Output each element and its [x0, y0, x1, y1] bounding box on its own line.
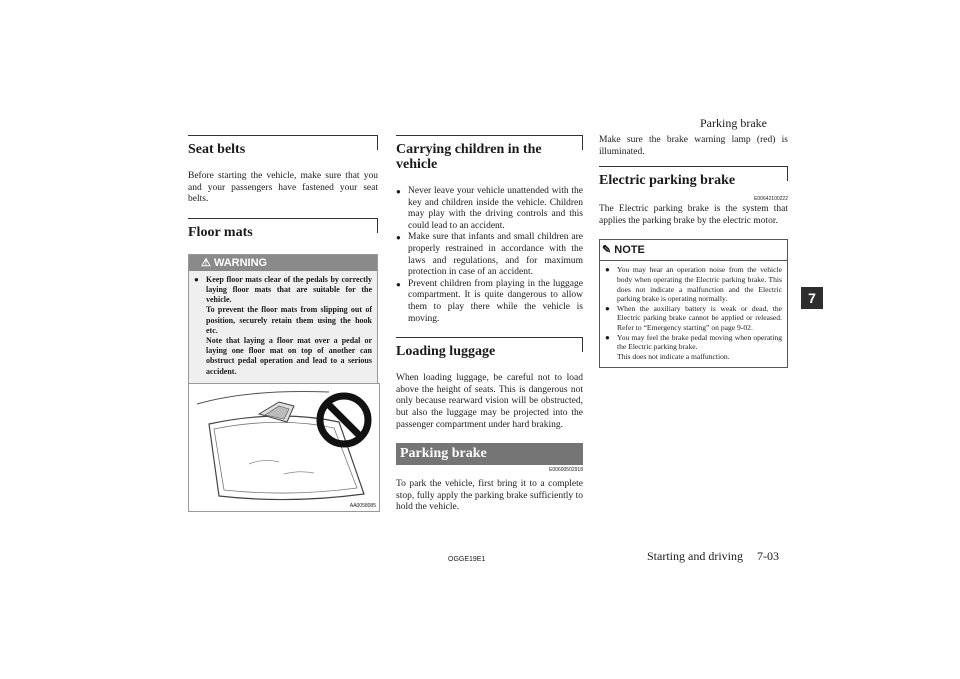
warning-body: [189, 271, 377, 383]
footer-code: OGGE19E1: [448, 556, 486, 563]
note-body: [600, 261, 787, 367]
floor-mats-heading: Floor mats: [188, 218, 378, 246]
column-1: [188, 135, 378, 384]
column-2: [396, 135, 583, 526]
bullet-icon: ●: [396, 233, 401, 243]
parking-brake-code: E00600502918: [549, 467, 583, 474]
column-3: [599, 135, 788, 368]
parking-brake-section-heading: Parking brake: [396, 443, 583, 465]
note-last-line: This does not indicate a malfunction.: [617, 351, 730, 361]
note-label: NOTE: [614, 244, 645, 257]
luggage-heading: Loading luggage: [396, 337, 583, 365]
bullet-icon: ●: [605, 332, 610, 342]
note-box: [599, 239, 788, 368]
bullet-icon: ●: [194, 274, 199, 284]
bullet-icon: ●: [605, 265, 610, 275]
note-header: [600, 240, 787, 261]
floor-mat-drawing: [189, 384, 379, 511]
warning-text-3: Note that laying a floor mat over a pedal or laying one floor mat on top of another can obstruct pedal operation and lead to a serious accident.: [206, 336, 372, 376]
warning-bullet: [194, 275, 372, 377]
floor-mat-illustration: [188, 383, 380, 512]
list-item: ● You may hear an operation noise from the vehicle body when operating the Electric parking brake. This does not indicate a malfunction and the Electric parking brake is operating normally.: [605, 265, 782, 304]
list-item: ● Prevent children from playing in the luggage compartment. It is quite dangerous to allow them to play there while the vehicle is moving.: [396, 278, 583, 324]
bullet-icon: ●: [605, 303, 610, 313]
brake-lamp-text: Make sure the brake warning lamp (red) is illuminated.: [599, 135, 788, 157]
warning-text-2: To prevent the floor mats from slipping out of position, securely retain them using the hook etc.: [206, 305, 372, 335]
children-heading: Carrying children in the vehicle: [396, 135, 583, 178]
figure-code: AA0058085: [349, 503, 376, 509]
epb-heading: Electric parking brake: [599, 166, 788, 194]
footer-section: Starting and driving: [647, 549, 743, 563]
bullet-icon: ●: [396, 187, 401, 196]
warning-label: WARNING: [213, 256, 268, 269]
note-pencil-icon: ✎: [602, 244, 612, 257]
warning-box: [188, 254, 378, 384]
epb-code: E00642100222: [754, 196, 788, 203]
seat-belts-text: Before starting the vehicle, make sure that you and your passengers have fastened your seat belts.: [188, 171, 378, 205]
children-bullet-list: [396, 186, 583, 325]
warning-header: [189, 255, 377, 271]
parking-brake-text: To park the vehicle, first bring it to a complete stop, fully apply the parking brake sufficiently to hold the vehicle.: [396, 479, 583, 513]
luggage-text: When loading luggage, be careful not to load above the height of seats. This is dangerous not only because rearward vision will be obstructed, but also the luggage may be projected into the passenger compartment under hard braking.: [396, 373, 583, 430]
bullet-icon: ●: [396, 279, 401, 289]
warning-text-1: Keep floor mats clear of the pedals by correctly laying floor mats that are suitable for the vehicle.: [206, 274, 372, 305]
running-head: Parking brake: [700, 116, 767, 130]
seat-belts-heading: Seat belts: [188, 135, 378, 163]
list-item: ● When the auxiliary battery is weak or dead, the Electric parking brake cannot be applied or released. Refer to “Emergency starting” on page 9-02.: [605, 303, 782, 332]
list-item: ● Never leave your vehicle unattended with the key and children inside the vehicle. Children may play with the driving controls and this could lead to an accident.: [396, 186, 583, 231]
epb-text: The Electric parking brake is the system that applies the parking brake by the electric motor.: [599, 204, 788, 226]
list-item: ● You may feel the brake pedal moving when operating the Electric parking brake. This does not indicate a malfunction.: [605, 332, 782, 361]
list-item: ● Make sure that infants and small children are properly restrained in accordance with the laws and regulations, and for maximum protection in case of an accident.: [396, 232, 583, 278]
chapter-tab: 7: [801, 287, 823, 309]
footer-page-number: 7-03: [757, 549, 779, 563]
warning-triangle-icon: ⚠: [201, 256, 211, 269]
